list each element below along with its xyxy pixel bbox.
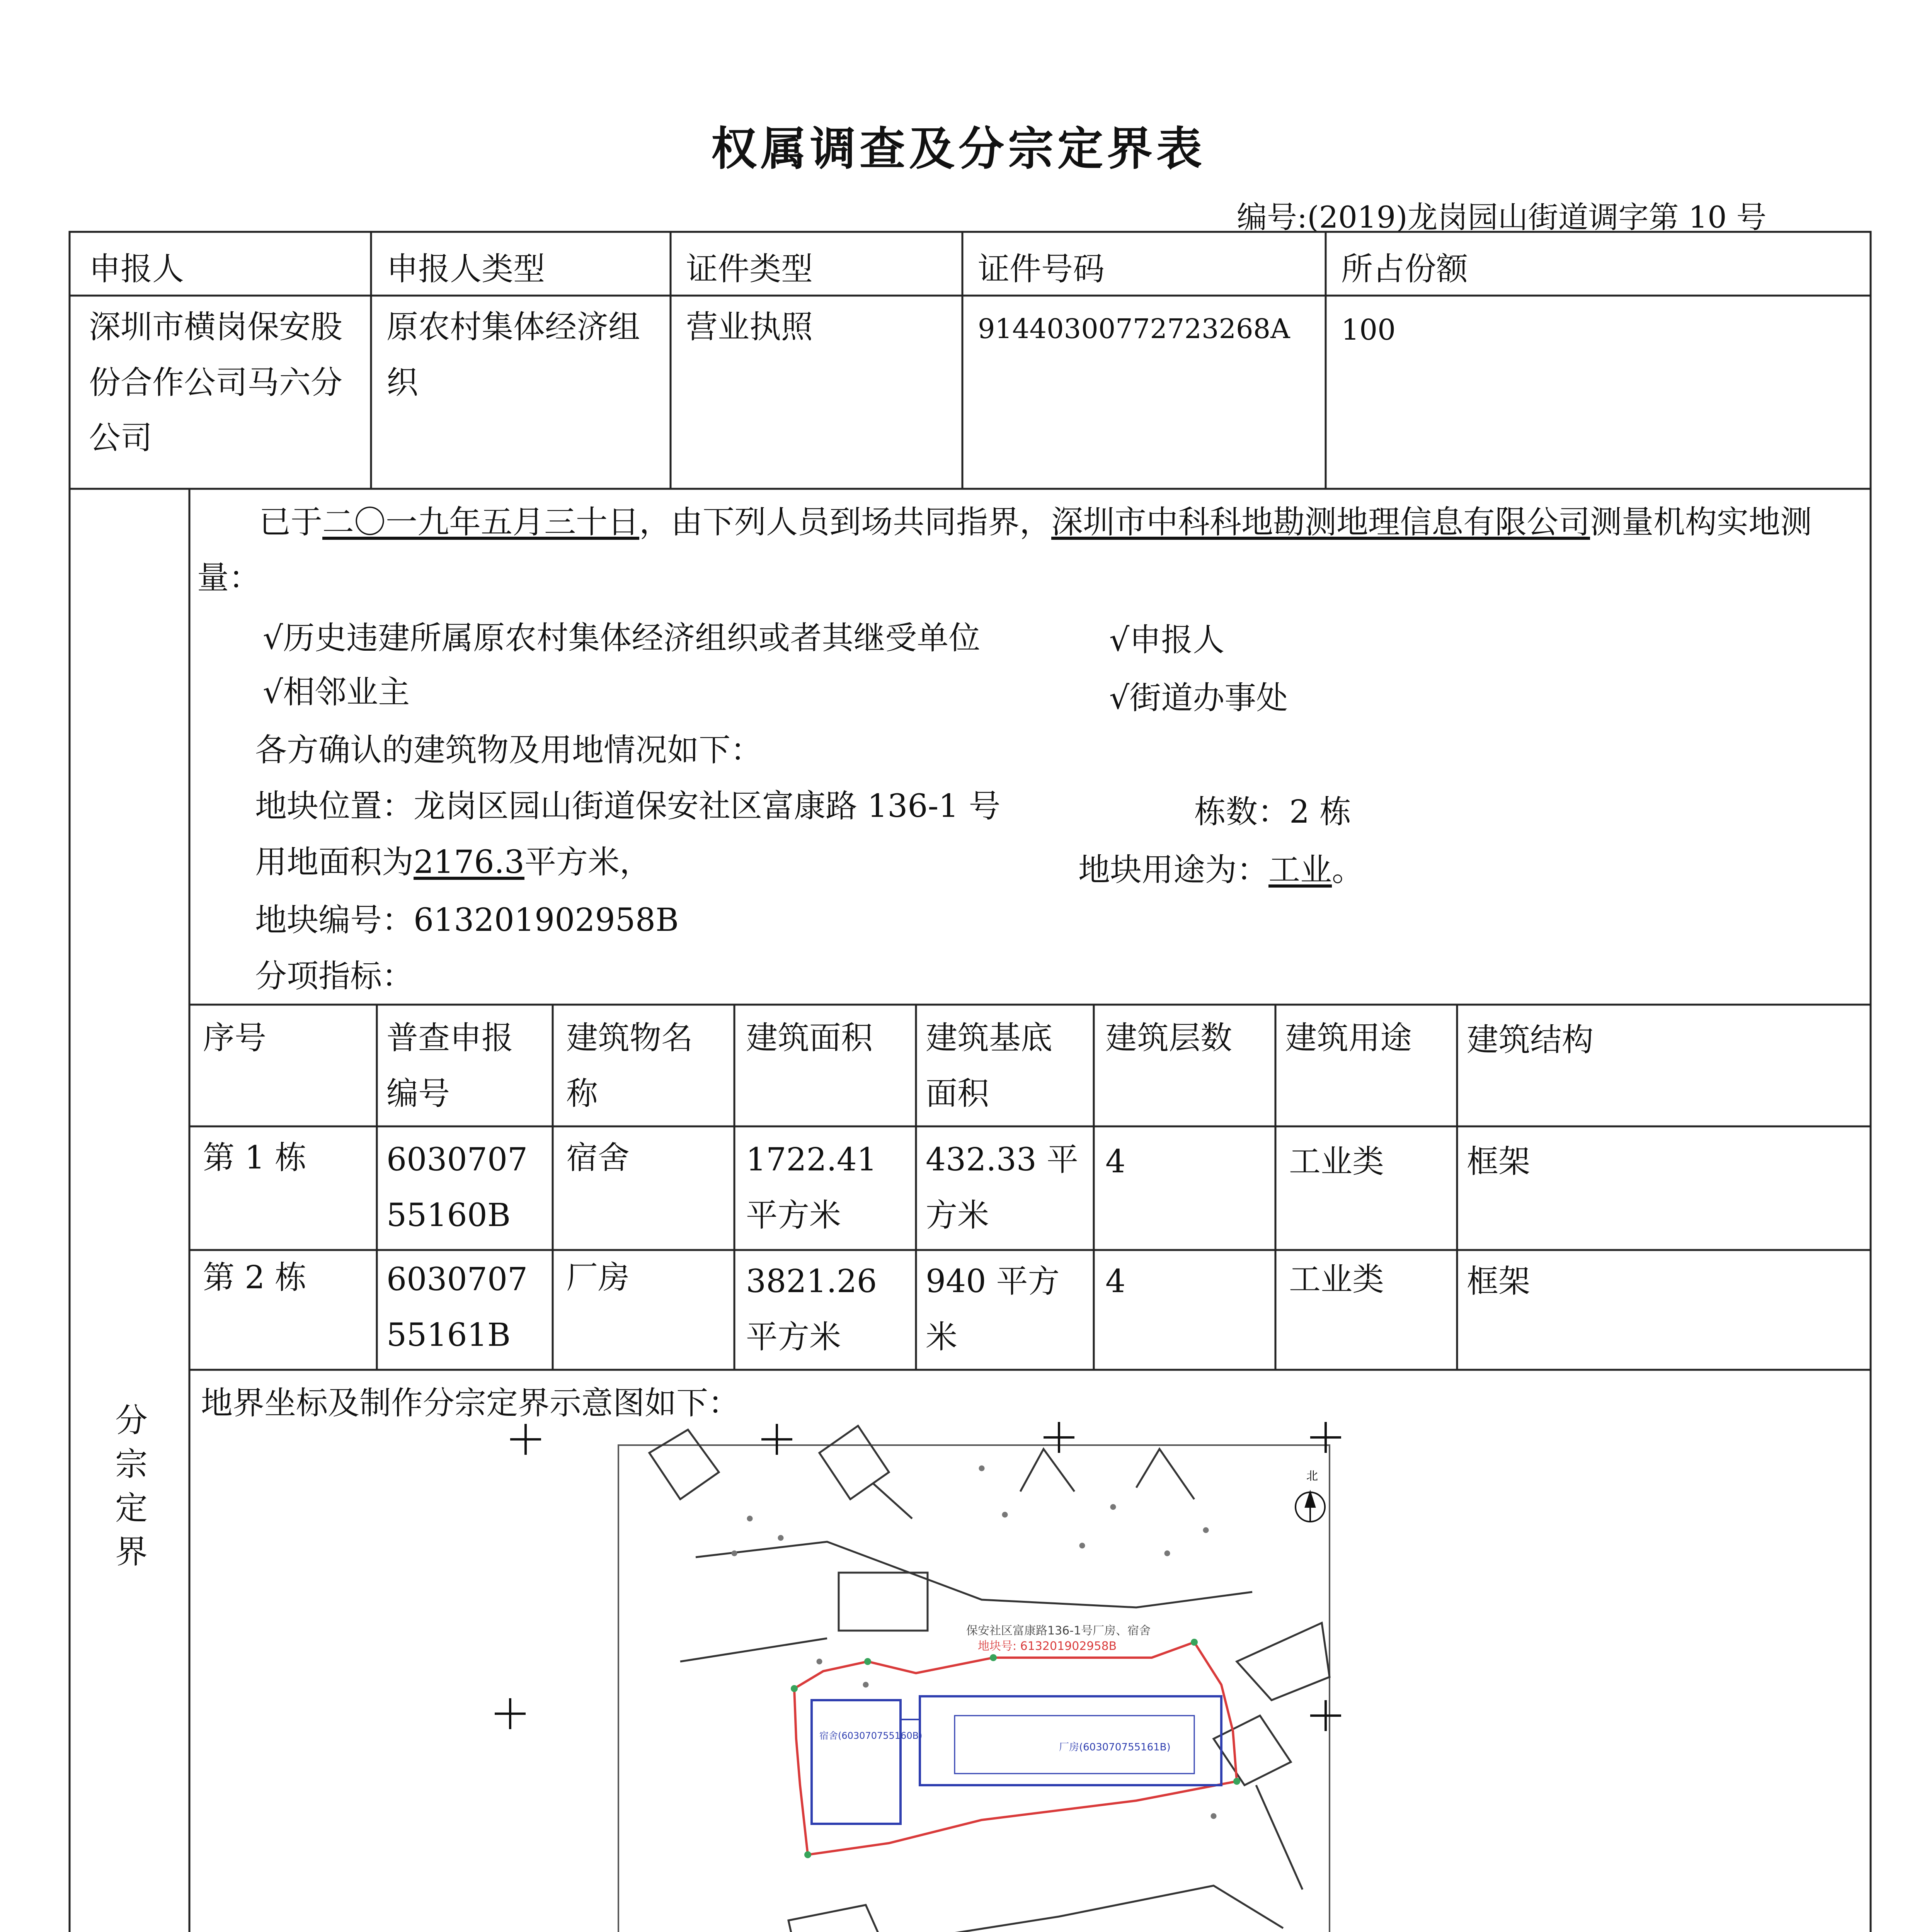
- parcel-location: 地块位置：龙岗区园山街道保安社区富康路 136-1 号: [255, 788, 1001, 825]
- bt-header-structure: 建筑结构: [1467, 1022, 1594, 1058]
- applicant-name: 深圳市横岗保安股份合作公司马六分公司: [89, 309, 343, 456]
- bt-row1-base-area: 432.33 平方米: [926, 1141, 1078, 1234]
- bt-row1-floor-area: 1722.41 平方米: [746, 1141, 877, 1234]
- bt-row1-use: 工业类: [1289, 1143, 1384, 1180]
- bt-row2-floor-area: 3821.26 平方米: [746, 1263, 877, 1355]
- bt-row1-survey-no: 603070755160B: [386, 1141, 528, 1234]
- north-label: 北: [1306, 1469, 1318, 1483]
- header-applicant-type: 申报人类型: [386, 251, 545, 287]
- header-cert-number: 证件号码: [978, 251, 1105, 287]
- confirm-text: 各方确认的建筑物及用地情况如下：: [255, 732, 763, 769]
- bt-header-building-name: 建筑物名称: [566, 1020, 693, 1112]
- map-parcel-label: 保安社区富康路136-1号厂房、宿舍: [966, 1624, 1151, 1638]
- check-collective: √历史违建所属原农村集体经济组织或者其继受单位: [263, 620, 981, 656]
- map-factory-label: 厂房(603070755161B): [1059, 1742, 1171, 1753]
- survey-date: 二〇一九年五月三十日: [322, 504, 640, 541]
- map-dorm-label: 宿舍(603070755160B): [819, 1730, 923, 1741]
- share-value: 100: [1341, 313, 1396, 347]
- applicant-type: 原农村集体经济组织: [386, 309, 640, 401]
- bt-row2-name: 厂房: [566, 1259, 630, 1296]
- bt-row2-use: 工业类: [1289, 1261, 1384, 1298]
- bt-row2-floors: 4: [1105, 1263, 1126, 1300]
- bt-row2-base-area: 940 平方米: [926, 1263, 1060, 1355]
- map-caption: 地界坐标及制作分宗定界示意图如下：: [201, 1385, 740, 1422]
- bt-header-base-area: 建筑基底面积: [926, 1020, 1053, 1112]
- building-count: 栋数：2 栋: [1194, 794, 1352, 830]
- bt-header-floors: 建筑层数: [1105, 1020, 1233, 1056]
- cert-number: 91440300772723268A: [978, 313, 1290, 345]
- bt-row1-no: 第 1 栋: [203, 1139, 307, 1176]
- survey-company: 深圳市中科科地勘测地理信息有限公司: [1051, 504, 1590, 541]
- survey-paragraph: 已于二〇一九年五月三十日，由下列人员到场共同指界，深圳市中科科地勘测地理信息有限公司测量机构实地测量：: [197, 504, 1812, 596]
- bt-row2-survey-no: 603070755161B: [386, 1261, 528, 1354]
- check-street-office: √街道办事处: [1109, 680, 1288, 716]
- land-area: 用地面积为2176.3平方米，: [255, 844, 651, 881]
- document-number: 编号:(2019)龙岗园山街道调字第 10 号: [1237, 200, 1767, 235]
- sub-index-label: 分项指标：: [255, 958, 414, 995]
- bt-row1-structure: 框架: [1467, 1143, 1531, 1180]
- bt-header-use: 建筑用途: [1285, 1020, 1412, 1056]
- bt-header-no: 序号: [203, 1020, 267, 1056]
- parcel-number: 地块编号：613201902958B: [255, 902, 679, 939]
- check-applicant: √申报人: [1109, 622, 1225, 658]
- page-title: 权属调查及分宗定界表: [711, 122, 1206, 175]
- bt-header-floor-area: 建筑面积: [746, 1020, 873, 1056]
- bt-row2-no: 第 2 栋: [203, 1259, 307, 1296]
- side-label: 分宗定界: [115, 1401, 148, 1571]
- land-use: 地块用途为：工业。: [1078, 852, 1364, 888]
- bt-row2-structure: 框架: [1467, 1263, 1531, 1300]
- bt-header-survey-no: 普查申报编号: [386, 1020, 514, 1112]
- cert-type: 营业执照: [686, 309, 813, 345]
- map-parcel-code: 地块号: 613201902958B: [978, 1639, 1117, 1653]
- header-cert-type: 证件类型: [686, 251, 813, 287]
- check-neighbor: √相邻业主: [263, 674, 410, 711]
- header-applicant: 申报人: [89, 251, 184, 287]
- header-share: 所占份额: [1341, 251, 1468, 287]
- bt-row1-name: 宿舍: [566, 1139, 630, 1176]
- bt-row1-floors: 4: [1105, 1143, 1126, 1180]
